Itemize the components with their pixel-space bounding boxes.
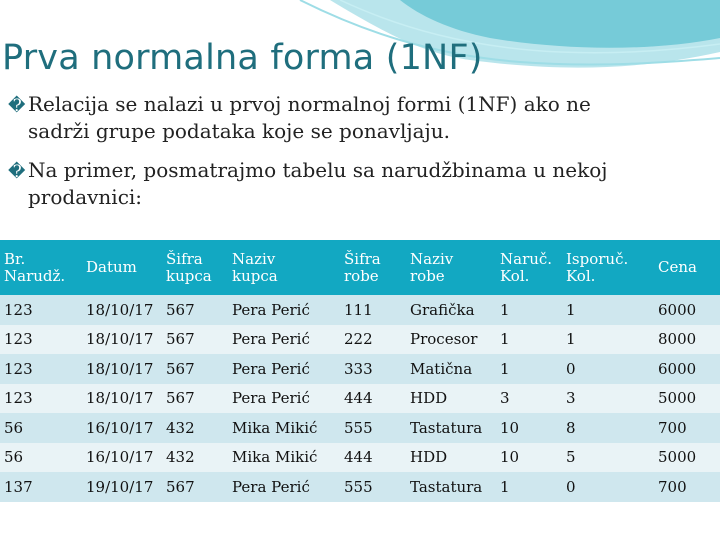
column-header xyxy=(340,240,406,295)
table-cell: 137 xyxy=(4,477,33,496)
table-cell: 567 xyxy=(166,359,195,378)
table-cell: 432 xyxy=(166,448,195,467)
column-header-line-2: Narudž. xyxy=(4,266,66,285)
table-cell: 10 xyxy=(500,418,520,437)
table-cell: 56 xyxy=(4,418,24,437)
bullet-2-line-2: prodavnici: xyxy=(28,185,143,209)
table-cell: 1 xyxy=(500,477,510,496)
table-row xyxy=(0,384,720,414)
table-cell: 1 xyxy=(500,359,510,378)
table-cell: 222 xyxy=(344,330,373,349)
column-header-line-1: Cena xyxy=(658,258,697,276)
table-cell: 567 xyxy=(166,330,195,349)
column-header-line-1: Šifra xyxy=(166,249,203,268)
table-cell: 0 xyxy=(566,359,576,378)
column-header-line-1: Naruč. xyxy=(500,249,553,268)
table-cell: 10 xyxy=(500,448,520,467)
table-cell: HDD xyxy=(410,448,448,467)
table-cell: 123 xyxy=(4,300,33,319)
table-cell: 8 xyxy=(566,418,576,437)
table-cell: 16/10/17 xyxy=(86,448,154,467)
table-cell: Tastatura xyxy=(410,418,483,437)
column-header xyxy=(82,240,162,295)
table-cell: Pera Perić xyxy=(232,477,310,496)
table-cell: Grafička xyxy=(410,300,475,319)
table-cell: 6000 xyxy=(658,359,697,378)
table-cell: 8000 xyxy=(658,330,697,349)
table-cell: Mika Mikić xyxy=(232,418,318,437)
table-cell: 555 xyxy=(344,418,373,437)
table-cell: 700 xyxy=(658,477,687,496)
table-cell: 5 xyxy=(566,448,576,467)
column-header-line-2: kupca xyxy=(166,266,212,285)
column-header-line-2: robe xyxy=(344,266,379,285)
table-cell: 567 xyxy=(166,300,195,319)
column-header-line-1: Datum xyxy=(86,258,137,276)
column-header-line-2: kupca xyxy=(232,266,278,285)
table-cell: 3 xyxy=(500,389,510,408)
table-cell: Pera Perić xyxy=(232,389,310,408)
table-cell: 444 xyxy=(344,448,373,467)
table-cell: HDD xyxy=(410,389,448,408)
table-cell: 1 xyxy=(500,330,510,349)
column-header xyxy=(228,240,340,295)
table-cell: 567 xyxy=(166,477,195,496)
slide-title: Prva normalna forma (1NF) xyxy=(2,38,483,78)
table-cell: 567 xyxy=(166,389,195,408)
table-cell: 19/10/17 xyxy=(86,477,154,496)
table-cell: 56 xyxy=(4,448,24,467)
table-cell: Matična xyxy=(410,359,473,378)
table-cell: 1 xyxy=(566,330,576,349)
table-cell: 444 xyxy=(344,389,373,408)
column-header xyxy=(562,240,654,295)
table-cell: 123 xyxy=(4,330,33,349)
column-header xyxy=(0,240,82,295)
table-row xyxy=(0,295,720,325)
table-row xyxy=(0,325,720,355)
table-cell: Procesor xyxy=(410,330,478,349)
table-cell: 16/10/17 xyxy=(86,418,154,437)
table-cell: 18/10/17 xyxy=(86,359,154,378)
table-cell: 6000 xyxy=(658,300,697,319)
table-row xyxy=(0,413,720,443)
table-cell: 123 xyxy=(4,389,33,408)
column-header-line-2: Kol. xyxy=(500,266,530,285)
bullet-2 xyxy=(8,158,708,210)
table-cell: 432 xyxy=(166,418,195,437)
table-cell: 18/10/17 xyxy=(86,330,154,349)
bullet-1 xyxy=(8,92,708,144)
bullet-icon: � xyxy=(8,96,26,116)
table-cell: Tastatura xyxy=(410,477,483,496)
bullet-icon: � xyxy=(8,162,26,182)
table-row xyxy=(0,472,720,502)
column-header-line-1: Naziv xyxy=(232,249,276,268)
column-header-line-1: Br. xyxy=(4,249,26,268)
table-cell: Pera Perić xyxy=(232,359,310,378)
table-row xyxy=(0,443,720,473)
table-cell: Pera Perić xyxy=(232,330,310,349)
column-header-line-1: Naziv xyxy=(410,249,454,268)
bullet-1-line-2: sadrži grupe podataka koje se ponavljaju. xyxy=(28,119,450,143)
column-header-line-2: robe xyxy=(410,266,445,285)
table-cell: 18/10/17 xyxy=(86,300,154,319)
table-cell: 1 xyxy=(500,300,510,319)
bullet-1-line-1: Relacija se nalazi u prvoj normalnoj formi (1NF) ako ne xyxy=(28,92,591,116)
table-cell: 123 xyxy=(4,359,33,378)
table-row xyxy=(0,354,720,384)
table-cell: 3 xyxy=(566,389,576,408)
table-cell: 333 xyxy=(344,359,373,378)
orders-table xyxy=(0,240,720,502)
table-cell: 18/10/17 xyxy=(86,389,154,408)
table-cell: Mika Mikić xyxy=(232,448,318,467)
column-header-line-2: Kol. xyxy=(566,266,596,285)
table-header-row xyxy=(0,240,720,295)
column-header xyxy=(406,240,496,295)
table-cell: 5000 xyxy=(658,448,697,467)
table-cell: 555 xyxy=(344,477,373,496)
table-cell: 700 xyxy=(658,418,687,437)
column-header-line-1: Šifra xyxy=(344,249,381,268)
column-header-line-1: Isporuč. xyxy=(566,249,629,268)
table-cell: 1 xyxy=(566,300,576,319)
bullet-2-line-1: Na primer, posmatrajmo tabelu sa narudžbinama u nekoj xyxy=(28,158,608,182)
table-cell: 111 xyxy=(344,300,373,319)
table-cell: 5000 xyxy=(658,389,697,408)
table-cell: Pera Perić xyxy=(232,300,310,319)
column-header xyxy=(496,240,562,295)
orders-table-container xyxy=(0,240,720,498)
column-header xyxy=(654,240,720,295)
column-header xyxy=(162,240,228,295)
table-cell: 0 xyxy=(566,477,576,496)
